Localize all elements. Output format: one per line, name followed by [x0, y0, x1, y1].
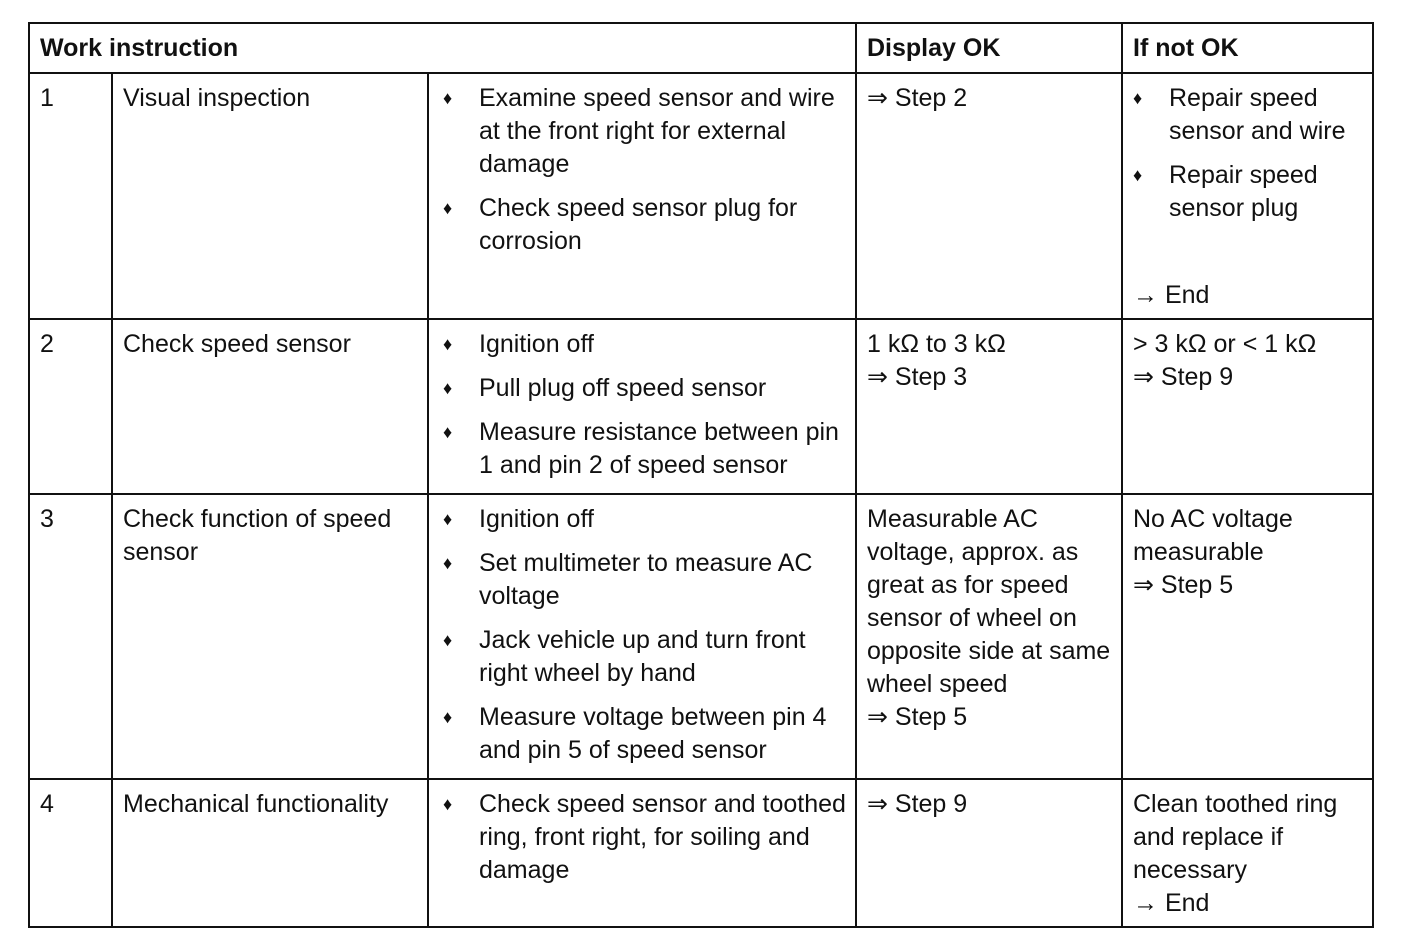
step-name: Check speed sensor — [112, 319, 428, 494]
bullet-icon: ♦ — [443, 198, 453, 218]
bullet-icon: ♦ — [443, 630, 453, 650]
if-not-ok-cell — [1122, 319, 1373, 494]
remedy-item: ♦ Repair speed sensor plug — [1133, 161, 1318, 222]
instruction-item: ♦ Set multimeter to measure AC voltage — [443, 549, 813, 610]
table-row — [29, 73, 1373, 319]
step-name: Mechanical functionality — [112, 779, 428, 927]
bullet-icon: ♦ — [443, 422, 453, 442]
end-label: → End — [1133, 281, 1210, 309]
step-number: 3 — [29, 494, 112, 779]
header-row — [29, 23, 1373, 73]
step-instructions — [428, 319, 856, 494]
if-not-ok-cell — [1122, 494, 1373, 779]
bullet-icon: ♦ — [443, 794, 453, 814]
display-ok-text: Measurable AC voltage, approx. as great as for speed sensor of wheel on opposite side at same wheel speed — [867, 505, 1111, 698]
display-ok-cell — [856, 319, 1122, 494]
step-name: Check function of speed sensor — [112, 494, 428, 779]
instruction-item: ♦ Examine speed sensor and wire at the front right for external damage — [443, 84, 835, 178]
bullet-icon: ♦ — [443, 707, 453, 727]
display-ok-text: ⇒ Step 5 — [867, 703, 968, 731]
header-work-instruction: Work instruction — [29, 23, 856, 73]
display-ok-text: ⇒ Step 9 — [867, 790, 968, 818]
if-not-ok-text: ⇒ Step 5 — [1133, 571, 1234, 599]
step-number: 1 — [29, 73, 112, 319]
display-ok-text: ⇒ Step 3 — [867, 363, 968, 391]
bullet-icon: ♦ — [443, 509, 453, 529]
display-ok-text: ⇒ Step 2 — [867, 84, 968, 112]
step-instructions — [428, 779, 856, 927]
step-instructions — [428, 494, 856, 779]
header-display-ok: Display OK — [856, 23, 1122, 73]
header-if-not-ok: If not OK — [1122, 23, 1373, 73]
if-not-ok-text: > 3 kΩ or < 1 kΩ — [1133, 330, 1317, 358]
bullet-icon: ♦ — [1133, 165, 1143, 185]
display-ok-cell — [856, 779, 1122, 927]
display-ok-text: 1 kΩ to 3 kΩ — [867, 330, 1006, 358]
if-not-ok-text: No AC voltage measurable — [1133, 505, 1293, 566]
if-not-ok-text: → End — [1133, 889, 1210, 917]
display-ok-cell — [856, 494, 1122, 779]
if-not-ok-cell — [1122, 779, 1373, 927]
bullet-icon: ♦ — [443, 378, 453, 398]
remedy-item: ♦ Repair speed sensor and wire — [1133, 84, 1346, 145]
if-not-ok-cell — [1122, 73, 1373, 319]
table-row — [29, 319, 1373, 494]
instruction-item: ♦ Ignition off — [443, 328, 849, 361]
step-number: 4 — [29, 779, 112, 927]
if-not-ok-text: Clean toothed ring and replace if necessary — [1133, 790, 1338, 884]
table-row — [29, 779, 1373, 927]
if-not-ok-text: ⇒ Step 9 — [1133, 363, 1234, 391]
instruction-item: ♦ Check speed sensor plug for corrosion — [443, 194, 798, 255]
instruction-item: ♦ Check speed sensor and toothed ring, front right, for soiling and damage — [443, 790, 846, 884]
display-ok-cell — [856, 73, 1122, 319]
instruction-item: ♦ Ignition off — [443, 503, 849, 536]
bullet-icon: ♦ — [1133, 88, 1143, 108]
step-name: Visual inspection — [112, 73, 428, 319]
step-number: 2 — [29, 319, 112, 494]
instruction-item: ♦ Measure resistance between pin 1 and pin 2 of speed sensor — [443, 418, 839, 479]
step-instructions — [428, 73, 856, 319]
instruction-item: ♦ Measure voltage between pin 4 and pin 5 of speed sensor — [443, 703, 827, 764]
bullet-icon: ♦ — [443, 553, 453, 573]
bullet-icon: ♦ — [443, 88, 453, 108]
instruction-item: ♦ Pull plug off speed sensor — [443, 372, 849, 405]
instruction-item: ♦ Jack vehicle up and turn front right wheel by hand — [443, 626, 806, 687]
bullet-icon: ♦ — [443, 334, 453, 354]
table-row — [29, 494, 1373, 779]
work-instruction-table — [28, 22, 1374, 928]
